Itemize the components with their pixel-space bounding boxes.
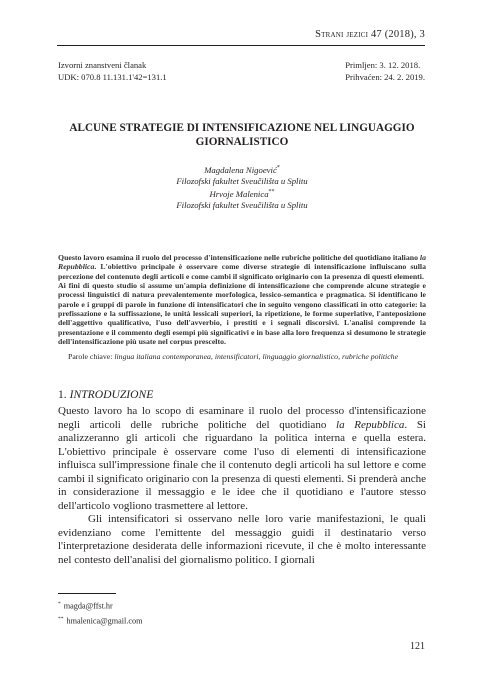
- footnote-item: * magda@ffst.hr: [58, 601, 113, 611]
- received-date: Primljen: 3. 12. 2018.: [345, 60, 421, 70]
- author-affiliation: Filozofski fakultet Sveučilišta u Splitu: [176, 199, 308, 210]
- article-type: Izvorni znanstveni članak: [58, 60, 147, 70]
- article-meta-left: [58, 60, 167, 83]
- keywords-label: Parole chiave:: [68, 352, 113, 361]
- abstract-paragraph: Questo lavoro esamina il ruolo del processo d'intensificazione nelle rubriche politiche del quotidiano italiano la Repubblica. L'obiettivo principale è osservare come diverse strategie di intensificazione influiscano sulla percezione del contenuto degli articoli e come cambi il significato originario con la presenza di questi elementi.: [58, 253, 426, 281]
- author-affiliation: Filozofski fakultet Sveučilišta u Splitu: [176, 175, 308, 186]
- keywords: [68, 352, 428, 362]
- author-block: [58, 163, 426, 211]
- keywords-terms: lingua italiana contemporanea, intensificatori, linguaggio giornalistico, rubriche politiche: [114, 352, 399, 361]
- body-text: [58, 405, 426, 568]
- author-name: Magdalena Nigoević*: [204, 164, 280, 175]
- body-paragraph: Gli intensificatori si osservano nelle loro varie manifestazioni, le quali evidenziano come l'emittente del messaggio guidi il destinatario verso l'interpretazione desiderata delle informazioni ricevute, il che è molto interessante nel contesto dell'analisi del giornalismo politico. I giornali: [58, 513, 426, 567]
- abstract: [58, 253, 426, 346]
- author-name: Hrvoje Malenica**: [209, 188, 275, 199]
- journal-name: Strani jezici: [315, 29, 369, 40]
- section-heading: 1. INTRODUZIONE: [58, 388, 154, 401]
- running-head: [315, 29, 425, 40]
- article-meta-right: [345, 60, 425, 83]
- footnotes: [58, 598, 142, 628]
- volume-issue: 47 (2018), 3: [370, 29, 425, 40]
- udk-code: UDK: 070.8 11.131.1'42=131.1: [58, 71, 167, 82]
- header-rule: [57, 45, 425, 46]
- article-title: ALCUNE STRATEGIE DI INTENSIFICAZIONE NEL LINGUAGGIO GIORNALISTICO: [69, 122, 415, 148]
- abstract-paragraph: Ai fini di questo studio si assume un'ampia definizione di intensificazione che comprende alcune strategie e processi linguistici di natura prevalentemente morfologica, lessico-semantica e pragmatica. Si identificano le parole e i gruppi di parole in funzione di intensificatori che in seguito vengono classificati in otto categorie: la prefissazione e la suffissazione, le unità lessicali superiori, la ripetizione, le forme superlative, l'anteposizione dell'aggettivo qualificativo, l'uso dell'avverbio, i prestiti e i segnali discorsivi. L'analisi comprende la presentazione e il commento degli esempi più significativi e in base alla loro frequenza si desumono le strategie dell'intensificazione più usate nel corpus prescelto.: [58, 281, 426, 347]
- accepted-date: Prihvaćen: 24. 2. 2019.: [345, 71, 425, 82]
- page-number: 121: [410, 641, 425, 652]
- body-paragraph: Questo lavoro ha lo scopo di esaminare il ruolo del processo d'intensificazione negli articoli delle rubriche politiche del quotidiano la Repubblica. Si analizzeranno gli articoli che riguardano la politica interna e quella estera. L'obiettivo principale è osservare come l'uso di elementi di intensificazione influisca sull'impressione finale che il contenuto degli articoli ha sul lettore e come cambi il significato originario con la presenza di questi elementi. Si prenderà anche in considerazione il messaggio e le idee che il quotidiano e l'autore stesso dell'articolo vogliono trasmettere al lettore.: [58, 405, 426, 512]
- footnote-rule: [58, 593, 116, 594]
- footnote-item: ** hmalenica@gmail.com: [58, 616, 143, 626]
